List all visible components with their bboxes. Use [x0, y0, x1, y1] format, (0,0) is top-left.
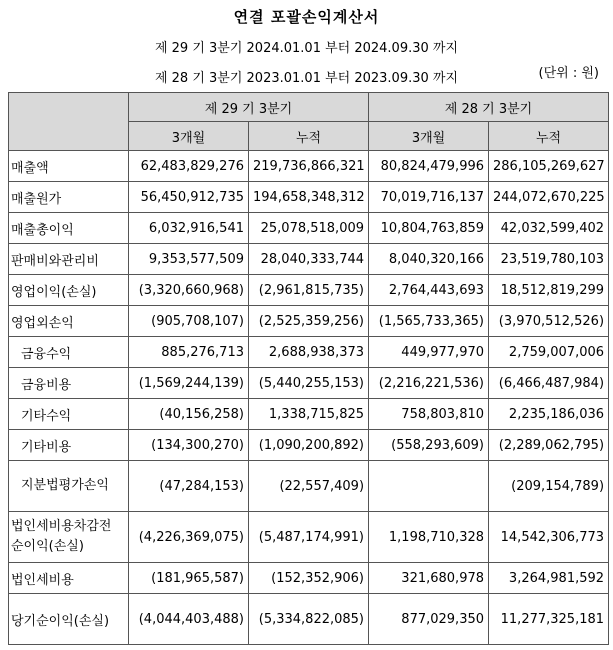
current-cumulative-value: 194,658,348,312	[249, 182, 369, 213]
prior-cumulative-value: 3,264,981,592	[489, 563, 609, 594]
current-three-months-value: 6,032,916,541	[129, 213, 249, 244]
current-three-months-value: (134,300,270)	[129, 430, 249, 461]
prior-three-months-value: 2,764,443,693	[369, 275, 489, 306]
prior-cumulative-value: (2,289,062,795)	[489, 430, 609, 461]
current-cumulative-value: (1,090,200,892)	[249, 430, 369, 461]
current-three-months-value: (181,965,587)	[129, 563, 249, 594]
header-current-cumulative: 누적	[249, 122, 369, 151]
row-label: 판매비와관리비	[9, 244, 129, 275]
table-row	[9, 594, 609, 645]
current-three-months-value: (905,708,107)	[129, 306, 249, 337]
unit-label: (단위 : 원)	[538, 66, 599, 81]
current-cumulative-value: 219,736,866,321	[249, 151, 369, 182]
row-label: 매출원가	[9, 182, 129, 213]
prior-three-months-value: (2,216,221,536)	[369, 368, 489, 399]
prior-cumulative-value: (6,466,487,984)	[489, 368, 609, 399]
table-row	[9, 399, 609, 430]
current-three-months-value: (4,226,369,075)	[129, 512, 249, 563]
current-three-months-value: 9,353,577,509	[129, 244, 249, 275]
prior-cumulative-value: 2,759,007,006	[489, 337, 609, 368]
current-cumulative-value: (5,487,174,991)	[249, 512, 369, 563]
statement-title: 연결 포괄손익계산서	[233, 8, 380, 26]
prior-cumulative-value: 23,519,780,103	[489, 244, 609, 275]
prior-period-range: 제 28 기 3분기 2023.01.01 부터 2023.09.30 까지	[154, 71, 459, 86]
table-row	[9, 563, 609, 594]
prior-three-months-value: 321,680,978	[369, 563, 489, 594]
current-cumulative-value: (5,440,255,153)	[249, 368, 369, 399]
table-row	[9, 430, 609, 461]
current-cumulative-value: 2,688,938,373	[249, 337, 369, 368]
current-cumulative-value: (2,525,359,256)	[249, 306, 369, 337]
prior-three-months-value: 877,029,350	[369, 594, 489, 645]
prior-three-months-value: 758,803,810	[369, 399, 489, 430]
row-label: 영업이익(손실)	[9, 275, 129, 306]
current-cumulative-value: 28,040,333,744	[249, 244, 369, 275]
row-label: 영업외손익	[9, 306, 129, 337]
prior-three-months-value: 449,977,970	[369, 337, 489, 368]
prior-cumulative-value: (209,154,789)	[489, 461, 609, 512]
current-three-months-value: (1,569,244,139)	[129, 368, 249, 399]
prior-three-months-value: (558,293,609)	[369, 430, 489, 461]
current-three-months-value: (47,284,153)	[129, 461, 249, 512]
prior-three-months-value: 70,019,716,137	[369, 182, 489, 213]
header-prior-period: 제 28 기 3분기	[369, 93, 609, 122]
current-cumulative-value: (22,557,409)	[249, 461, 369, 512]
prior-cumulative-value: 18,512,819,299	[489, 275, 609, 306]
prior-cumulative-value: (3,970,512,526)	[489, 306, 609, 337]
table-row	[9, 512, 609, 563]
prior-three-months-value: 8,040,320,166	[369, 244, 489, 275]
prior-three-months-value: (1,565,733,365)	[369, 306, 489, 337]
table-row	[9, 244, 609, 275]
prior-cumulative-value: 286,105,269,627	[489, 151, 609, 182]
header-prior-cumulative: 누적	[489, 122, 609, 151]
current-cumulative-value: (2,961,815,735)	[249, 275, 369, 306]
table-row	[9, 182, 609, 213]
row-label: 당기순이익(손실)	[9, 594, 129, 645]
prior-three-months-value: 80,824,479,996	[369, 151, 489, 182]
prior-cumulative-value: 42,032,599,402	[489, 213, 609, 244]
current-three-months-value: 62,483,829,276	[129, 151, 249, 182]
current-period-range: 제 29 기 3분기 2024.01.01 부터 2024.09.30 까지	[154, 41, 459, 56]
row-label: 기타비용	[9, 430, 129, 461]
table-row	[9, 151, 609, 182]
current-three-months-value: (3,320,660,968)	[129, 275, 249, 306]
current-cumulative-value: 25,078,518,009	[249, 213, 369, 244]
row-label: 기타수익	[9, 399, 129, 430]
table-row	[9, 368, 609, 399]
table-row	[9, 306, 609, 337]
header-current-three-months: 3개월	[129, 122, 249, 151]
prior-three-months-value: 10,804,763,859	[369, 213, 489, 244]
prior-three-months-value	[369, 461, 489, 512]
current-cumulative-value: (152,352,906)	[249, 563, 369, 594]
header-current-period: 제 29 기 3분기	[129, 93, 369, 122]
row-label: 매출액	[9, 151, 129, 182]
current-three-months-value: 56,450,912,735	[129, 182, 249, 213]
row-label: 매출총이익	[9, 213, 129, 244]
prior-three-months-value: 1,198,710,328	[369, 512, 489, 563]
row-label: 지분법평가손익	[9, 461, 129, 512]
row-label: 금융수익	[9, 337, 129, 368]
current-three-months-value: 885,276,713	[129, 337, 249, 368]
current-cumulative-value: (5,334,822,085)	[249, 594, 369, 645]
prior-cumulative-value: 244,072,670,225	[489, 182, 609, 213]
header-blank	[9, 93, 129, 151]
table-row	[9, 461, 609, 512]
current-three-months-value: (40,156,258)	[129, 399, 249, 430]
prior-cumulative-value: 11,277,325,181	[489, 594, 609, 645]
current-three-months-value: (4,044,403,488)	[129, 594, 249, 645]
row-label: 법인세비용	[9, 563, 129, 594]
table-row	[9, 337, 609, 368]
row-label: 법인세비용차감전순이익(손실)	[9, 512, 129, 563]
prior-cumulative-value: 2,235,186,036	[489, 399, 609, 430]
current-cumulative-value: 1,338,715,825	[249, 399, 369, 430]
table-row	[9, 275, 609, 306]
table-row	[9, 213, 609, 244]
header-prior-three-months: 3개월	[369, 122, 489, 151]
prior-cumulative-value: 14,542,306,773	[489, 512, 609, 563]
income-statement-table	[8, 92, 609, 645]
row-label: 금융비용	[9, 368, 129, 399]
